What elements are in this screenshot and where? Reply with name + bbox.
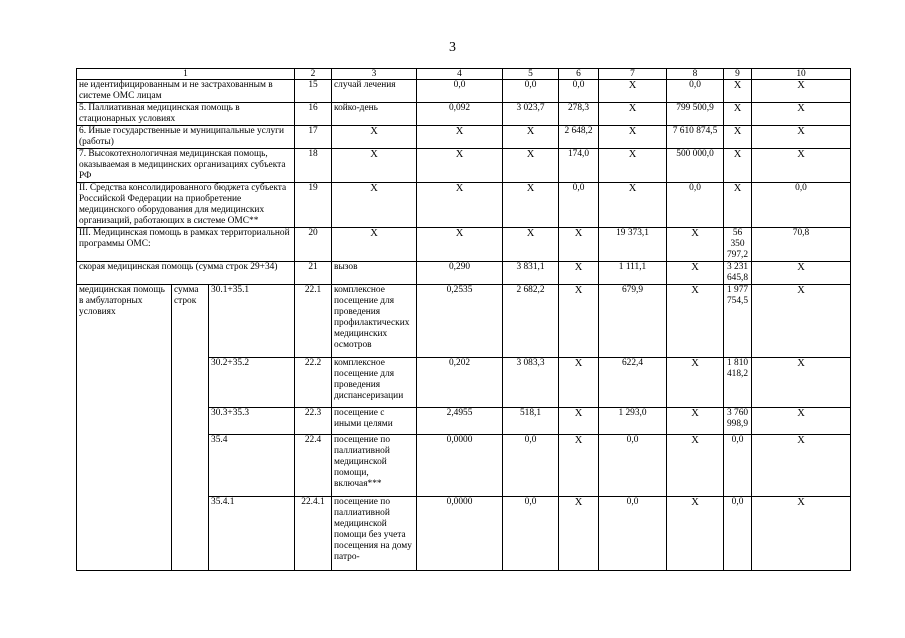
value-cell: X bbox=[559, 435, 599, 497]
row-number: 18 bbox=[295, 149, 332, 183]
row-label: 5. Паллиативная медицинская помощь в стационарных условиях bbox=[77, 103, 295, 126]
value-cell: 0,2535 bbox=[417, 285, 503, 358]
value-cell: 0,0 bbox=[417, 80, 503, 103]
row-label: III. Медицинская помощь в рамках территориальной программы ОМС: bbox=[77, 228, 295, 262]
row-number: 22.1 bbox=[295, 285, 332, 358]
value-cell: X bbox=[724, 103, 752, 126]
value-cell: 622,4 bbox=[599, 358, 667, 408]
unit-cell: X bbox=[332, 149, 417, 183]
value-cell: 500 000,0 bbox=[667, 149, 724, 183]
value-cell: 0,0 bbox=[667, 183, 724, 228]
value-cell: 1 111,1 bbox=[599, 262, 667, 285]
value-cell: X bbox=[752, 126, 851, 149]
unit-cell: вызов bbox=[332, 262, 417, 285]
table-row bbox=[77, 126, 851, 149]
value-cell: 0,0 bbox=[724, 497, 752, 571]
value-cell: 3 023,7 bbox=[503, 103, 559, 126]
unit-cell: X bbox=[332, 228, 417, 262]
value-cell: 174,0 bbox=[559, 149, 599, 183]
value-cell: 0,0000 bbox=[417, 435, 503, 497]
value-cell: X bbox=[752, 262, 851, 285]
value-cell: X bbox=[752, 408, 851, 435]
value-cell: X bbox=[752, 285, 851, 358]
row-reference: 30.3+35.3 bbox=[209, 408, 295, 435]
row-number: 17 bbox=[295, 126, 332, 149]
page-number: 3 bbox=[449, 40, 456, 55]
value-cell: 2,4955 bbox=[417, 408, 503, 435]
value-cell: 0,202 bbox=[417, 358, 503, 408]
table-row bbox=[77, 183, 851, 228]
column-header: 10 bbox=[752, 69, 851, 80]
value-cell: X bbox=[559, 358, 599, 408]
value-cell: 19 373,1 bbox=[599, 228, 667, 262]
value-cell: 7 610 874,5 bbox=[667, 126, 724, 149]
value-cell: X bbox=[559, 228, 599, 262]
row-number: 22.4.1 bbox=[295, 497, 332, 571]
value-cell: X bbox=[503, 126, 559, 149]
value-cell: X bbox=[667, 228, 724, 262]
value-cell: X bbox=[724, 80, 752, 103]
row-number: 19 bbox=[295, 183, 332, 228]
value-cell: X bbox=[667, 435, 724, 497]
value-cell: X bbox=[667, 358, 724, 408]
row-reference: 35.4.1 bbox=[209, 497, 295, 571]
column-header: 7 bbox=[599, 69, 667, 80]
value-cell: 0,0 bbox=[559, 80, 599, 103]
table-row bbox=[77, 80, 851, 103]
unit-cell: посещение по паллиативной медицинской помощи без учета посещения на дому патро- bbox=[332, 497, 417, 571]
value-cell: 0,0 bbox=[503, 497, 559, 571]
table-row bbox=[77, 103, 851, 126]
row-label: не идентифицированным и не застрахованным в системе ОМС лицам bbox=[77, 80, 295, 103]
unit-cell: посещение с иными целями bbox=[332, 408, 417, 435]
row-label: 7. Высокотехнологичная медицинская помощь, оказываемая в медицинских организациях субъекта РФ bbox=[77, 149, 295, 183]
column-header: 4 bbox=[417, 69, 503, 80]
row-reference: 30.1+35.1 bbox=[209, 285, 295, 358]
value-cell: X bbox=[752, 80, 851, 103]
value-cell: X bbox=[752, 149, 851, 183]
row-label: скорая медицинская помощь (сумма строк 29+34) bbox=[77, 262, 295, 285]
value-cell: 3 831,1 bbox=[503, 262, 559, 285]
value-cell: 2 682,2 bbox=[503, 285, 559, 358]
value-cell: 679,9 bbox=[599, 285, 667, 358]
row-number: 20 bbox=[295, 228, 332, 262]
oms-program-table bbox=[76, 68, 851, 571]
value-cell: 3 231 645,8 bbox=[724, 262, 752, 285]
value-cell: 3 760 998,9 bbox=[724, 408, 752, 435]
column-header: 8 bbox=[667, 69, 724, 80]
row-reference: 30.2+35.2 bbox=[209, 358, 295, 408]
row-number: 22.3 bbox=[295, 408, 332, 435]
value-cell: X bbox=[599, 80, 667, 103]
value-cell: X bbox=[559, 262, 599, 285]
value-cell: X bbox=[667, 285, 724, 358]
unit-cell: посещение по паллиативной медицинской помощи, включая*** bbox=[332, 435, 417, 497]
value-cell: 0,0 bbox=[599, 435, 667, 497]
value-cell: X bbox=[559, 408, 599, 435]
unit-cell: X bbox=[332, 183, 417, 228]
row-label: II. Средства консолидированного бюджета субъекта Российской Федерации на приобретение медицинского оборудования для медицинских организаций, работающих в системе ОМС** bbox=[77, 183, 295, 228]
unit-cell: случай лечения bbox=[332, 80, 417, 103]
value-cell: 0,0 bbox=[503, 435, 559, 497]
value-cell: X bbox=[752, 497, 851, 571]
value-cell: X bbox=[417, 126, 503, 149]
value-cell: X bbox=[417, 149, 503, 183]
row-number: 22.4 bbox=[295, 435, 332, 497]
value-cell: 56 350 797,2 bbox=[724, 228, 752, 262]
column-header: 6 bbox=[559, 69, 599, 80]
value-cell: 0,0 bbox=[667, 80, 724, 103]
column-header: 1 bbox=[77, 69, 295, 80]
value-cell: 1 977 754,5 bbox=[724, 285, 752, 358]
value-cell: 0,290 bbox=[417, 262, 503, 285]
sum-rows-label: сумма строк bbox=[172, 285, 209, 571]
value-cell: X bbox=[503, 149, 559, 183]
value-cell: 0,0 bbox=[752, 183, 851, 228]
row-number: 16 bbox=[295, 103, 332, 126]
row-number: 22.2 bbox=[295, 358, 332, 408]
value-cell: X bbox=[559, 497, 599, 571]
row-number: 21 bbox=[295, 262, 332, 285]
row-number: 15 bbox=[295, 80, 332, 103]
value-cell: X bbox=[667, 497, 724, 571]
value-cell: X bbox=[417, 183, 503, 228]
value-cell: 0,0 bbox=[559, 183, 599, 228]
value-cell: X bbox=[599, 103, 667, 126]
row-reference: 35.4 bbox=[209, 435, 295, 497]
value-cell: X bbox=[559, 285, 599, 358]
unit-cell: комплексное посещение для проведения профилактических медицинских осмотров bbox=[332, 285, 417, 358]
value-cell: X bbox=[667, 408, 724, 435]
value-cell: 0,0 bbox=[599, 497, 667, 571]
value-cell: 2 648,2 bbox=[559, 126, 599, 149]
column-header: 2 bbox=[295, 69, 332, 80]
value-cell: X bbox=[503, 183, 559, 228]
value-cell: 518,1 bbox=[503, 408, 559, 435]
value-cell: 3 083,3 bbox=[503, 358, 559, 408]
value-cell: 0,0 bbox=[724, 435, 752, 497]
value-cell: X bbox=[724, 126, 752, 149]
value-cell: 0,0000 bbox=[417, 497, 503, 571]
column-number-row bbox=[77, 69, 851, 80]
table-row bbox=[77, 149, 851, 183]
value-cell: X bbox=[599, 149, 667, 183]
value-cell: 1 810 418,2 bbox=[724, 358, 752, 408]
value-cell: X bbox=[752, 358, 851, 408]
value-cell: X bbox=[417, 228, 503, 262]
table-row bbox=[77, 262, 851, 285]
column-header: 3 bbox=[332, 69, 417, 80]
unit-cell: койко-день bbox=[332, 103, 417, 126]
value-cell: X bbox=[724, 183, 752, 228]
value-cell: X bbox=[752, 435, 851, 497]
value-cell: X bbox=[599, 183, 667, 228]
amb-care-label: медицинская помощь в амбулаторных условиях bbox=[77, 285, 172, 571]
unit-cell: комплексное посещение для проведения диспансеризации bbox=[332, 358, 417, 408]
column-header: 9 bbox=[724, 69, 752, 80]
value-cell: 70,8 bbox=[752, 228, 851, 262]
value-cell: 1 293,0 bbox=[599, 408, 667, 435]
row-label: 6. Иные государственные и муниципальные услуги (работы) bbox=[77, 126, 295, 149]
table-row bbox=[77, 228, 851, 262]
value-cell: 799 500,9 bbox=[667, 103, 724, 126]
value-cell: X bbox=[724, 149, 752, 183]
value-cell: X bbox=[752, 103, 851, 126]
value-cell: X bbox=[599, 126, 667, 149]
value-cell: X bbox=[503, 228, 559, 262]
value-cell: 278,3 bbox=[559, 103, 599, 126]
value-cell: X bbox=[667, 262, 724, 285]
column-header: 5 bbox=[503, 69, 559, 80]
value-cell: 0,092 bbox=[417, 103, 503, 126]
unit-cell: X bbox=[332, 126, 417, 149]
table-row bbox=[77, 285, 851, 358]
value-cell: 0,0 bbox=[503, 80, 559, 103]
